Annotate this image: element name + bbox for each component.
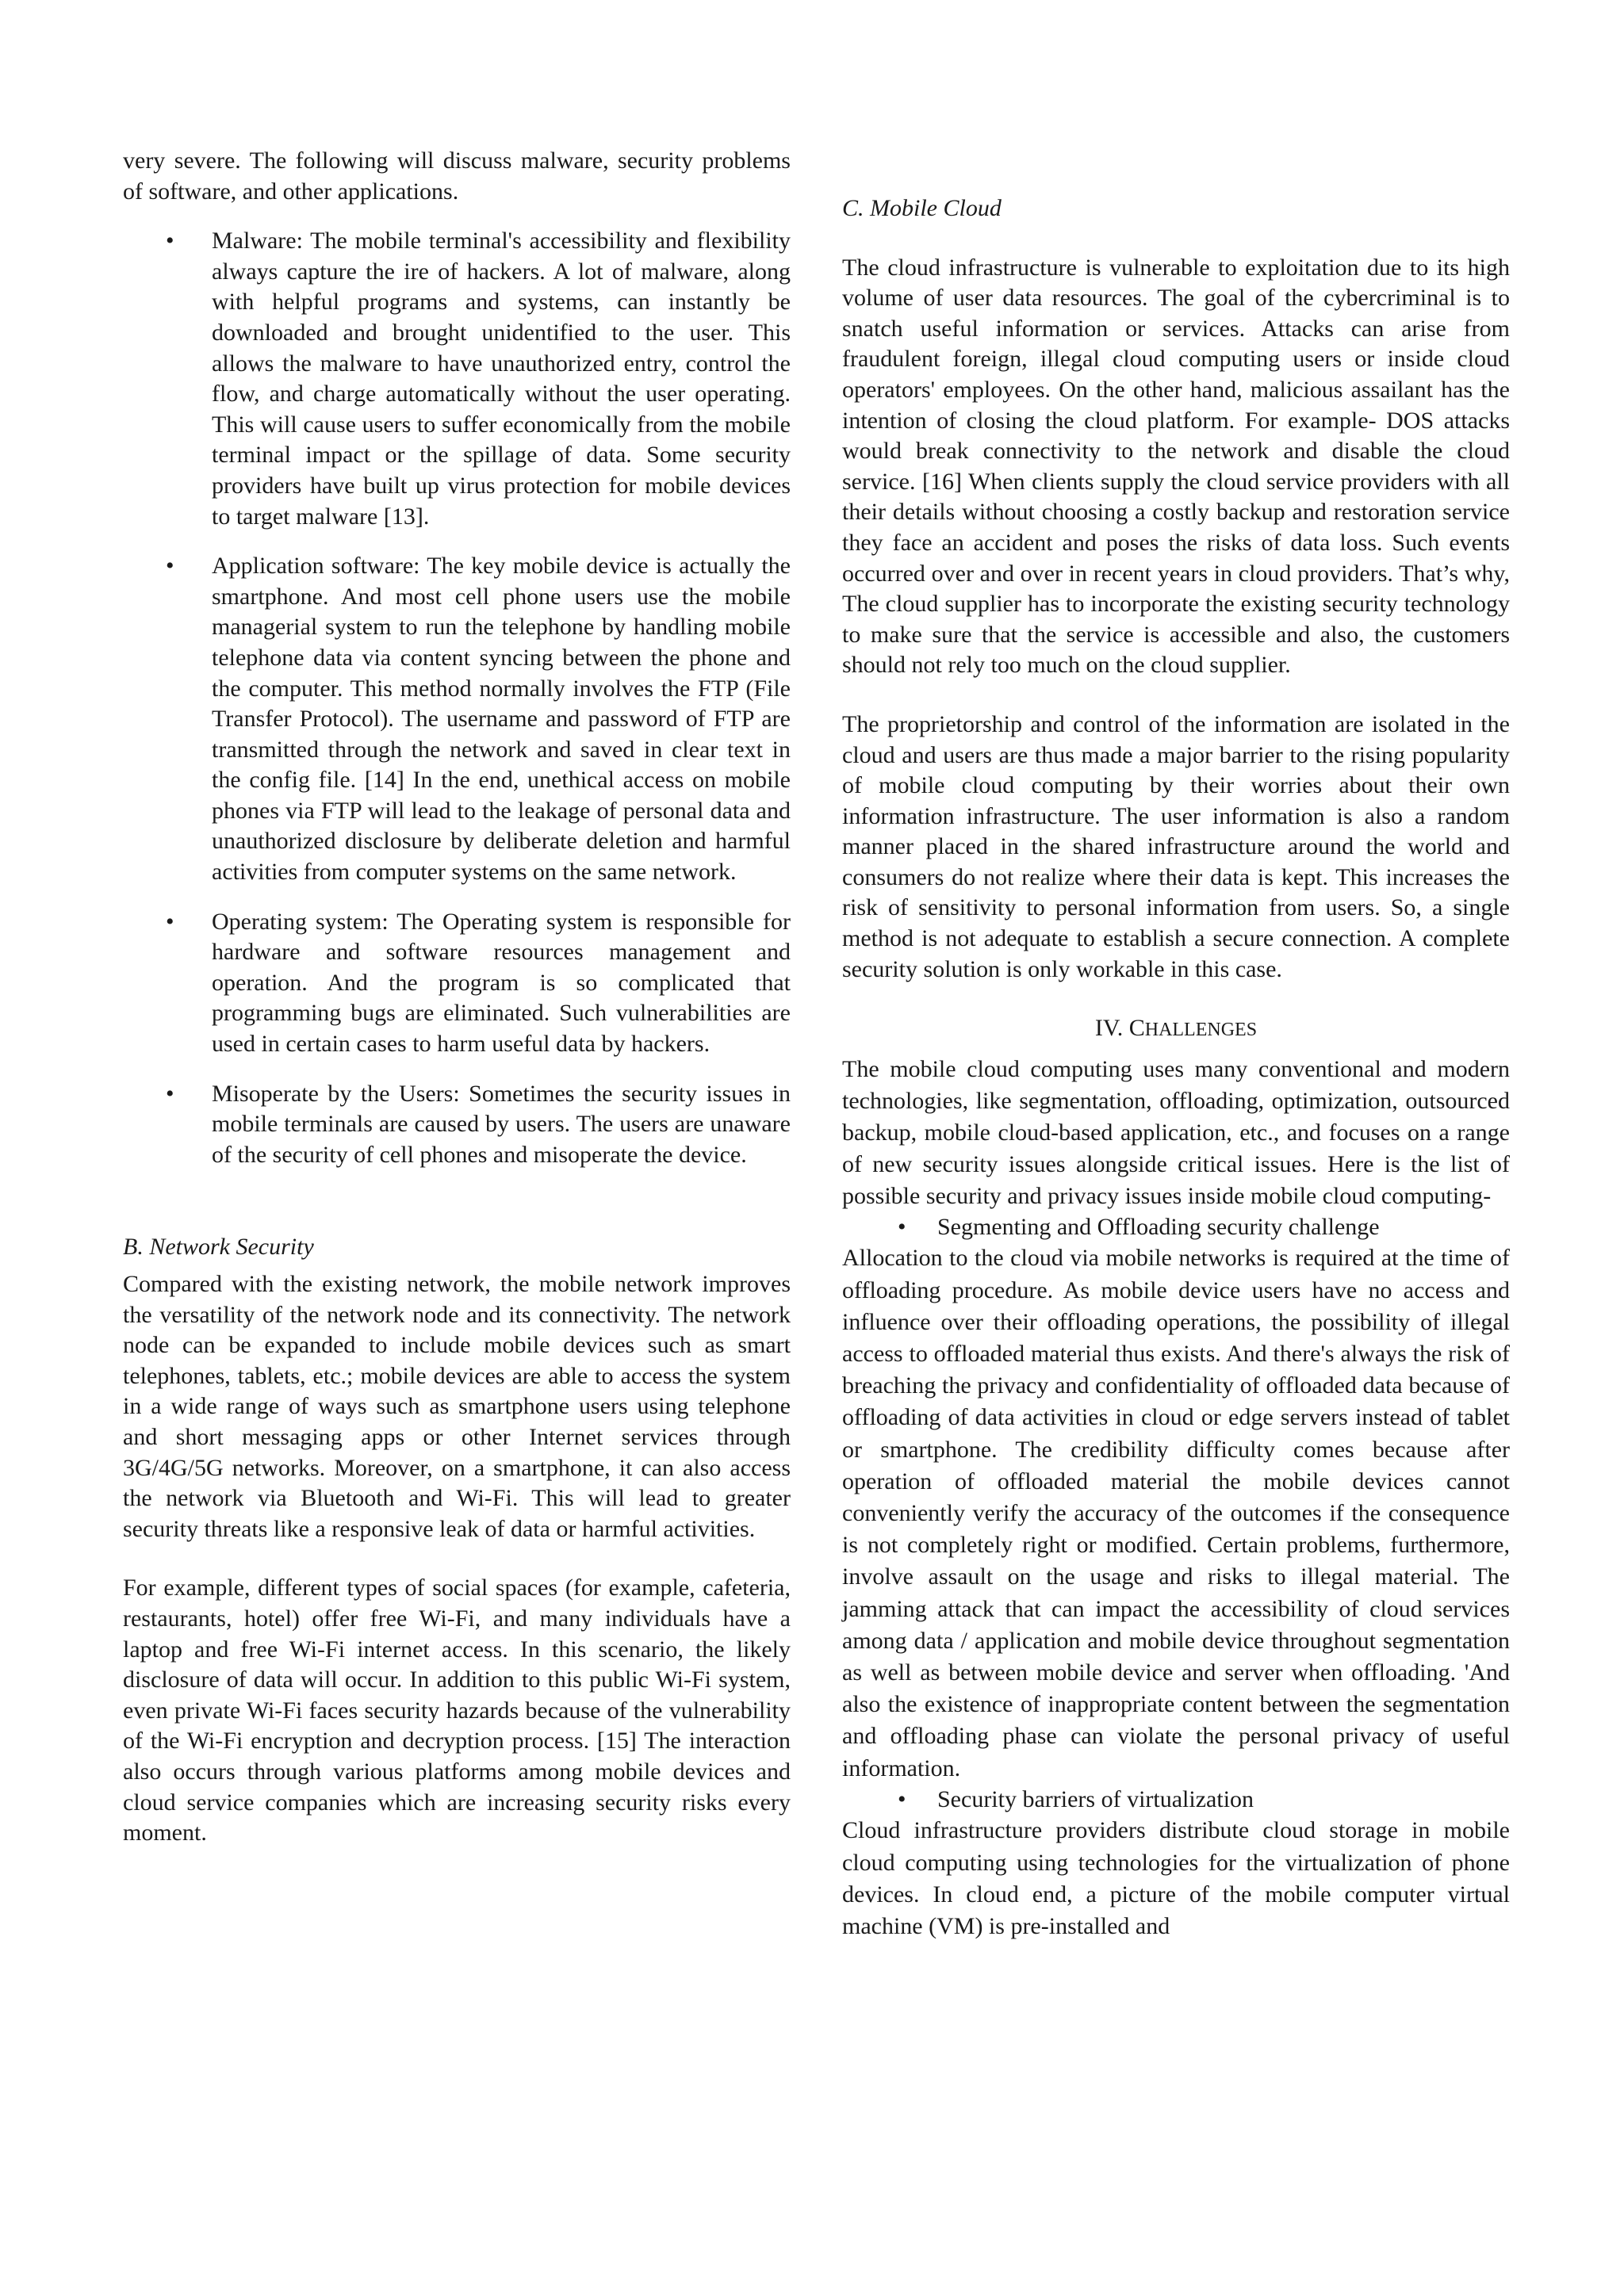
section-b-heading: B. Network Security [123,1234,314,1261]
left-column [123,146,791,1849]
section-iv-numeral: IV. [1094,1015,1124,1042]
section-b-paragraph-1: Compared with the existing network, the mobile network improves the versatility of the network node and its connectivity. The network node can be expanded to include mobile devices such as smart telephones, tablets, etc.; mobile devices are able to access the system in a wide range of ways such as smartphone users using telephone and short messaging apps or other Internet services through 3G/4G/5G networks. Moreover, on a smartphone, it can also access the network via Bluetooth and Wi-Fi. This will lead to greater security threats like a responsive leak of data or harmful activities. [123,1271,791,1542]
section-c-heading: C. Mobile Cloud [842,195,1002,221]
challenge-2-text: Cloud infrastructure providers distribute cloud storage in mobile cloud computing using technologies for the virtualization of phone devices. In cloud end, a picture of the mobile computer virtual machine (VM) is pre-installed and [842,1817,1510,1940]
right-column [842,193,1510,1942]
section-c-paragraph-1: The cloud infrastructure is vulnerable to exploitation due to its high volume of user data resources. The goal of the cybercriminal is to snatch useful information or services. Attacks can arise from fraudulent foreign, illegal cloud computing users or inside cloud operators' employees. On the other hand, malicious assailant has the intention of closing the cloud platform. For example- DOS attacks would break connectivity to the network and disable the cloud service. [16] When clients supply the cloud service providers with all their details without choosing a costly backup and restoration service they face an accident and poses the risks of data loss. Such events occurred over and over in recent years in cloud providers. That’s why, The cloud supplier has to incorporate the existing security technology to make sure that the service is accessible and also, the customers should not rely too much on the cloud supplier. [842,254,1510,679]
section-iv-rest: HALLENGES [1144,1020,1258,1041]
section-iv-intro: The mobile cloud computing uses many conventional and modern technologies, like segmentation, offloading, optimization, outsourced backup, mobile cloud-based application, etc., and focuses on a range of new security issues alongside critical issues. Here is the list of possible security and privacy issues inside mobile cloud computing- [842,1055,1510,1209]
bullet-malware: • Malware: The mobile terminal's accessibility and flexibility always capture the ire of hackers. A lot of malware, along with helpful programs and systems, can instantly be downloaded and brought unidentified to the user. This allows the malware to have unauthorized entry, control the flow, and charge automatically without the user operating. This will cause users to suffer economically from the mobile terminal impact or the spillage of data. Some security providers have built up virus protection for mobile devices to target malware [13]. [123,226,791,532]
section-b-paragraph-2: For example, different types of social spaces (for example, cafeteria, restaurants, hotel) offer free Wi-Fi, and many individuals have a laptop and free Wi-Fi internet access. In this scenario, the likely disclosure of data will occur. In addition to this public Wi-Fi system, even private Wi-Fi faces security hazards because of the vulnerability of the Wi-Fi encryption and decryption process. [15] The interaction also occurs through various platforms among mobile devices and cloud service companies which are increasing security risks every moment. [123,1575,791,1846]
left-intro-paragraph: very severe. The following will discuss malware, security problems of software, and other applications. [123,147,791,205]
bullet-operating-system: • Operating system: The Operating system is responsible for hardware and software resources management and operation. And the program is so complicated that programming bugs are eliminated. Such vulnerabilities are used in certain cases to harm useful data by hackers. [123,907,791,1060]
challenge-1-text: Allocation to the cloud via mobile networks is required at the time of offloading procedure. As mobile device users have no access and influence over their offloading operations, the possibility of illegal access to offloaded material thus exists. And there's always the risk of breaching the privacy and confidentiality of offloaded data because of offloading of data activities in cloud or edge servers instead of tablet or smartphone. The credibility difficulty comes because after operation of offloaded material the mobile devices cannot conveniently verify the accuracy of the outcomes if the consequence is not completely right or modified. Certain problems, furthermore, involve assault on the usage and risks to illegal material. The jamming attack that can impact the accessibility of cloud services among data / application and mobile device throughout segmentation as well as between mobile device and server when offloading. 'And also the existence of inappropriate content between the segmentation and offloading phase can violate the personal privacy of useful information. [842,1245,1510,1781]
section-iv-heading [842,1013,1510,1046]
bullet-misoperate-by-users: • Misoperate by the Users: Sometimes the security issues in mobile terminals are caused by users. The users are unaware of the security of cell phones and misoperate the device. [123,1079,791,1171]
section-c-paragraph-2: The proprietorship and control of the information are isolated in the cloud and users are thus made a major barrier to the rising popularity of mobile cloud computing by their worries about their own information infrastructure. The user information is also a random manner placed in the shared infrastructure around the world and consumers do not realize where their data is kept. This increases the risk of sensitivity to personal information from users. So, a single method is not adequate to establish a secure connection. A complete security solution is only workable in this case. [842,710,1510,982]
section-iv-initial: C [1128,1015,1145,1042]
security-issues-list [123,226,791,1170]
challenge-2-title: • Security barriers of virtualization [842,1785,1510,1816]
challenge-1-title: • Segmenting and Offloading security challenge [842,1212,1510,1243]
bullet-application-software: • Application software: The key mobile device is actually the smartphone. And most cell phone users use the mobile managerial system to run the telephone by handling mobile telephone data via content syncing between the phone and the computer. This method normally involves the FTP (File Transfer Protocol). The username and password of FTP are transmitted through the network and saved in clear text in the config file. [14] In the end, unethical access on mobile phones via FTP will lead to the leakage of personal data and unauthorized disclosure by deliberate deletion and harmful activities from computer systems on the same network. [123,551,791,888]
